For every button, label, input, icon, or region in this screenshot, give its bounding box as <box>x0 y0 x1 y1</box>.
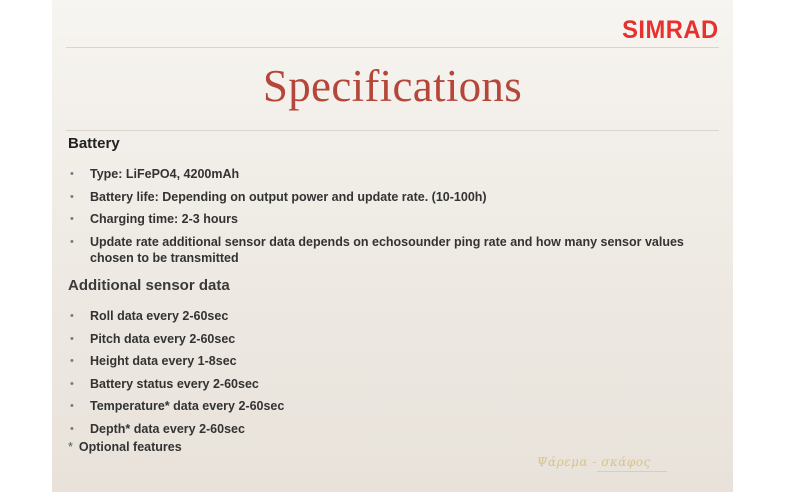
footnote <box>68 440 182 454</box>
sensor-heading: Additional sensor data <box>68 277 230 294</box>
list-item: • Update rate additional sensor data depends on echosounder ping rate and how many sensor values chosen to be transmitted <box>70 234 684 265</box>
list-item: • Temperature* data every 2-60sec <box>70 399 285 413</box>
list-item: • Charging time: 2-3 hours <box>70 212 238 226</box>
footnote-marker: * <box>68 440 73 454</box>
footnote-text: Optional features <box>78 440 182 454</box>
page-title: Specifications <box>262 61 523 111</box>
slide <box>52 0 733 492</box>
simrad-logo: SIMRAD <box>622 16 719 44</box>
list-item: • Height data every 1-8sec <box>70 354 237 368</box>
signature-underline <box>597 471 667 472</box>
bullet-icon: • <box>70 377 74 390</box>
bullet-icon: • <box>70 422 74 435</box>
battery-list <box>68 166 708 272</box>
bullet-icon: • <box>70 355 74 367</box>
bullet-icon: • <box>70 235 74 248</box>
bullet-icon: • <box>70 213 74 225</box>
top-divider <box>66 47 719 48</box>
bullet-icon: • <box>70 332 74 345</box>
list-item: • Depth* data every 2-60sec <box>70 421 245 436</box>
watermark-signature: Ψάρεμα - σκάφος <box>537 455 651 469</box>
list-item: • Battery status every 2-60sec <box>70 376 259 391</box>
bullet-icon: • <box>70 168 74 180</box>
title-divider <box>66 130 719 131</box>
list-item: • Pitch data every 2-60sec <box>70 331 236 346</box>
bullet-icon: • <box>70 400 74 412</box>
battery-heading: Battery <box>68 135 120 152</box>
bullet-icon: • <box>70 190 74 203</box>
list-item: • Roll data every 2-60sec <box>70 309 229 323</box>
bullet-icon: • <box>70 310 74 322</box>
list-item: • Type: LiFePO4, 4200mAh <box>70 167 240 181</box>
sensor-list <box>68 308 708 443</box>
list-item: • Battery life: Depending on output power and update rate. (10-100h) <box>70 189 487 204</box>
